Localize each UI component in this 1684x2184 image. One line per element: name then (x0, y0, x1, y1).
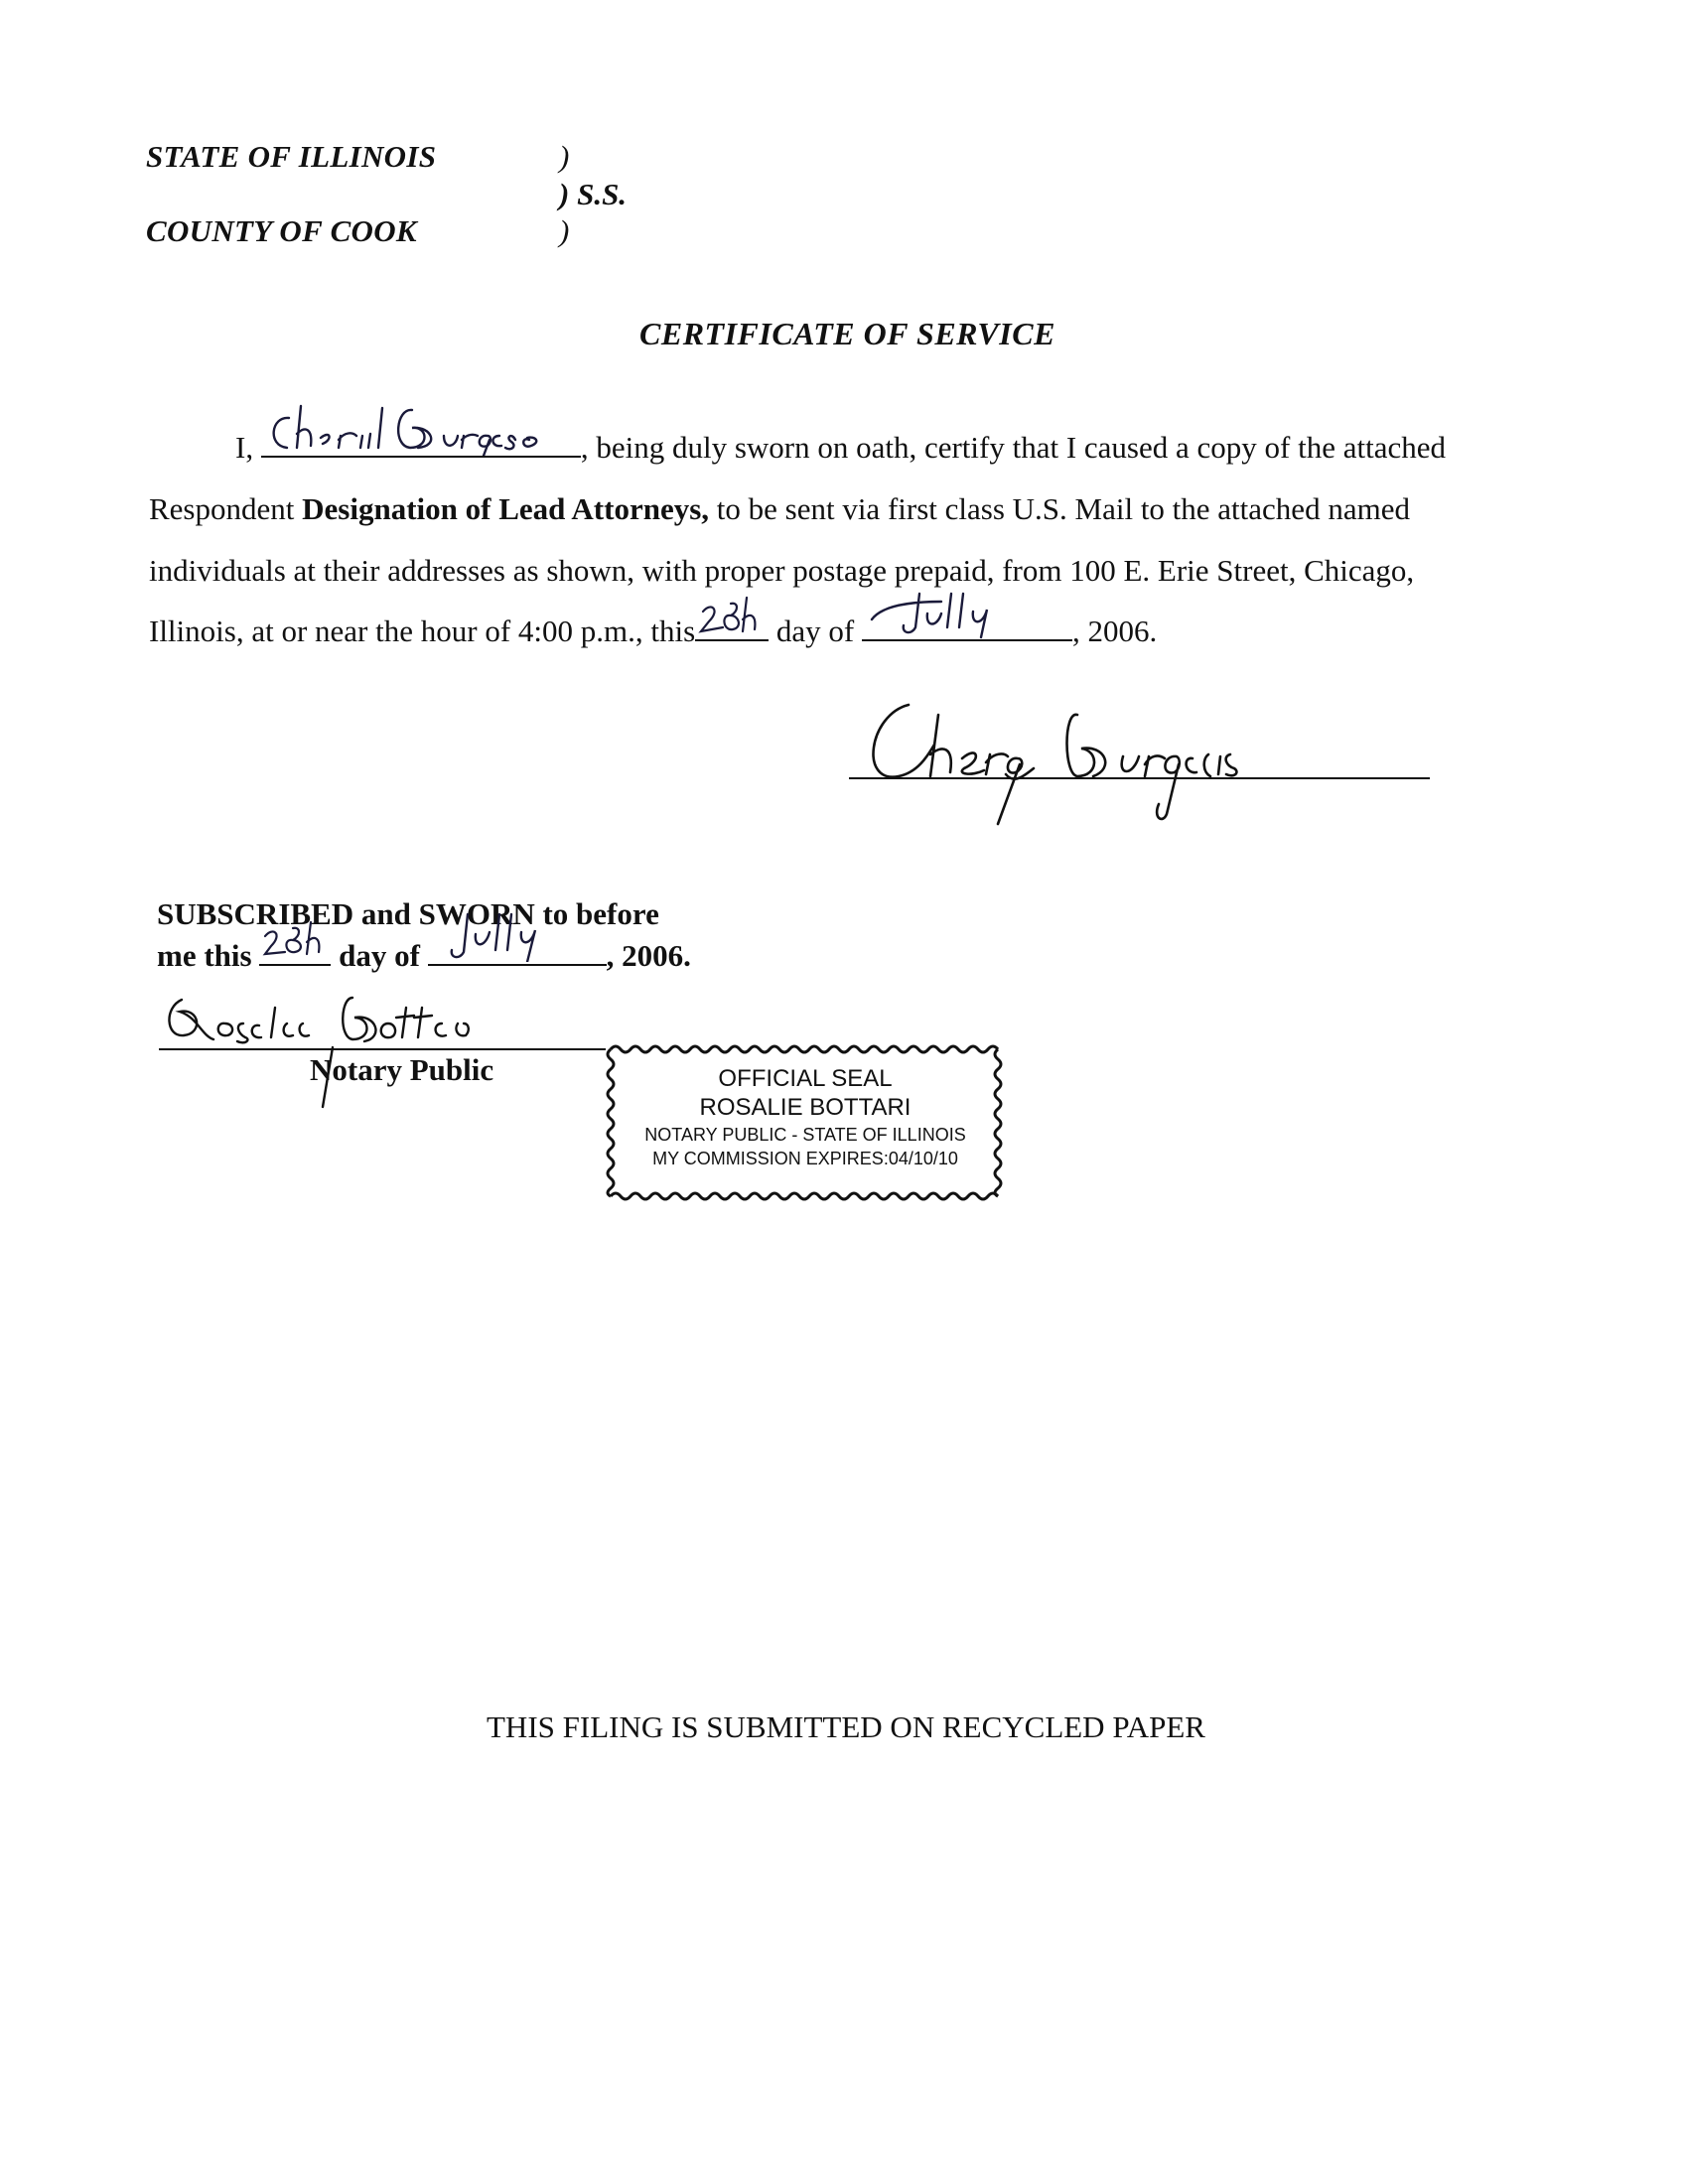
body-line-4-c: , 2006. (1072, 614, 1158, 648)
affiant-signature (839, 685, 1435, 834)
body-line-1-start: I, (235, 430, 254, 465)
body-line-4 (149, 614, 1157, 649)
jurat-line-1: SUBSCRIBED and SWORN to before (157, 896, 659, 931)
body-line-2-b: to be sent via first class U.S. Mail to the attached named (709, 491, 1410, 526)
seal-line-3: NOTARY PUBLIC - STATE OF ILLINOIS (644, 1125, 966, 1145)
jurat-month-field (428, 938, 607, 966)
seal-border (601, 1037, 1010, 1206)
seal-line-1: OFFICIAL SEAL (718, 1065, 893, 1092)
body-line-4-b: day of (769, 614, 863, 648)
body-line-4-a: Illinois, at or near the hour of 4:00 p.m., this (149, 614, 696, 648)
jurat-line-2-b: day of (339, 938, 420, 973)
body-line-1 (235, 430, 1446, 466)
signer-name-handwriting (261, 396, 581, 456)
service-month-field (862, 614, 1072, 641)
service-day-handwriting (695, 592, 769, 641)
state-caption: STATE OF ILLINOIS (146, 139, 437, 174)
jurat-line-2 (157, 938, 691, 974)
document-name: Designation of Lead Attorneys, (302, 491, 710, 526)
notary-signature (154, 978, 611, 1117)
signer-name-field (261, 430, 581, 458)
service-month-handwriting (862, 580, 1072, 639)
jurat-day-field (259, 938, 331, 966)
ss-caption: ) S.S. (559, 177, 628, 211)
seal-line-4: MY COMMISSION EXPIRES:04/10/10 (652, 1149, 958, 1168)
body-line-3: individuals at their addresses as shown, with proper postage prepaid, from 100 E. Erie Street, Chicago, (149, 553, 1415, 588)
notary-public-label: Notary Public (310, 1052, 494, 1087)
jurat-line-2-c: , 2006. (606, 938, 691, 973)
recycled-paper-note: THIS FILING IS SUBMITTED ON RECYCLED PAPER (487, 1709, 1205, 1744)
notary-signature-handwriting (154, 978, 611, 1117)
document-title: CERTIFICATE OF SERVICE (639, 316, 1055, 351)
service-day-field (695, 614, 769, 641)
jurat-line-2-a: me this (157, 938, 252, 973)
seal-line-2: ROSALIE BOTTARI (699, 1094, 912, 1121)
official-seal-stamp (601, 1037, 1010, 1206)
jurat-month-handwriting (428, 902, 607, 962)
body-line-2 (149, 491, 1410, 527)
affiant-signature-handwriting (839, 685, 1435, 834)
body-line-1-rest: , being duly sworn on oath, certify that I caused a copy of the attached (580, 430, 1446, 465)
caption-paren-bottom: ) (559, 213, 570, 248)
caption-paren-top: ) (559, 139, 570, 174)
body-line-2-a: Respondent (149, 491, 303, 526)
jurat-day-handwriting (259, 914, 331, 964)
county-caption: COUNTY OF COOK (146, 213, 417, 248)
